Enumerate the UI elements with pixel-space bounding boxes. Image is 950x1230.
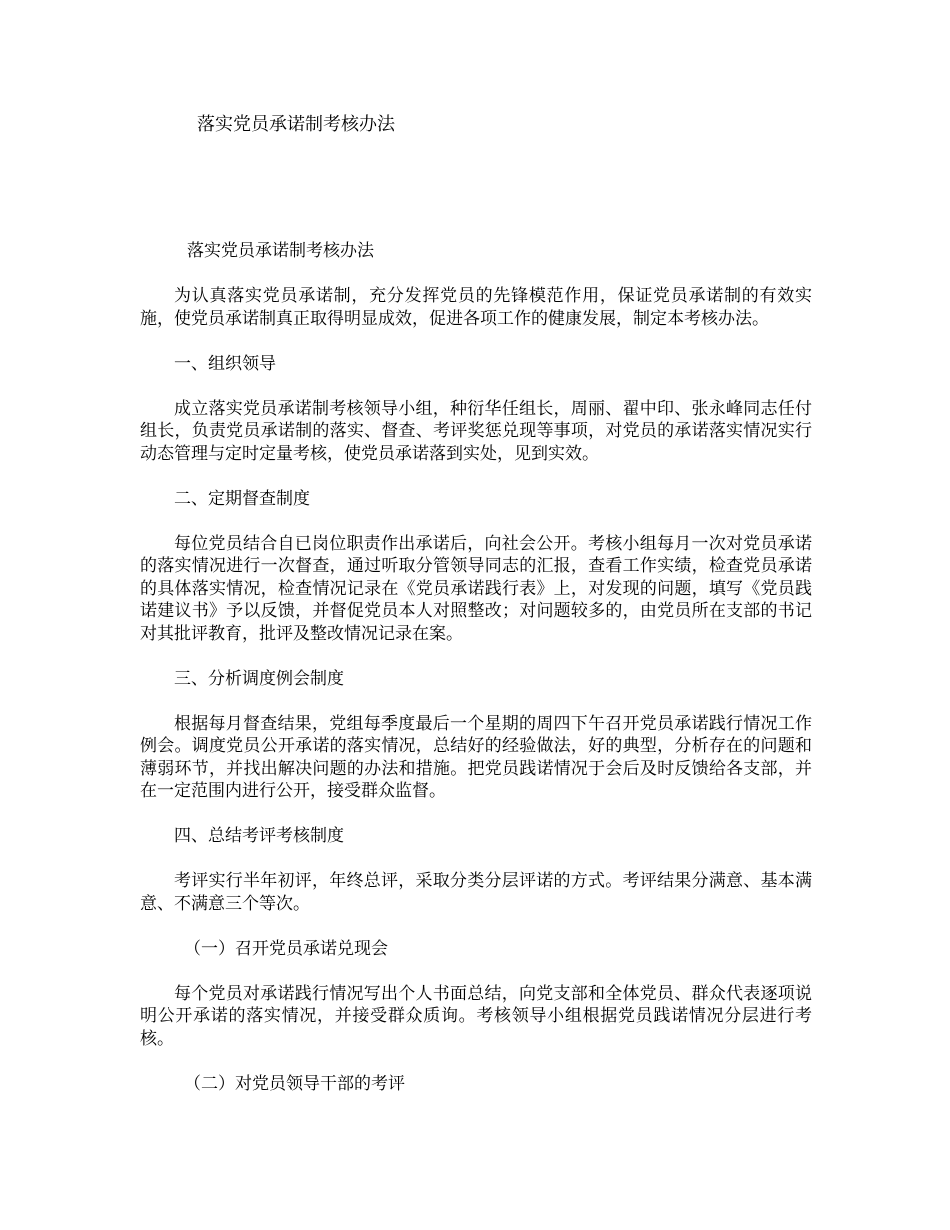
- subsection-heading-fulfillment-meeting: （一）召开党员承诺兑现会: [184, 938, 388, 959]
- section-body-organization: 成立落实党员承诺制考核领导小组，种衍华任组长，周丽、翟中印、张永峰同志任付组长，负责党员承诺制的落实、督查、考评奖惩兑现等事项，对党员的承诺落实情况实行动态管理与定时定量考核，使党员承诺落到实处，见到实效。: [140, 398, 812, 464]
- subsection-heading-leader-evaluation: （二）对党员领导干部的考评: [184, 1073, 405, 1094]
- section-heading-organization: 一、组织领导: [174, 353, 276, 374]
- intro-paragraph: 为认真落实党员承诺制，充分发挥党员的先锋模范作用，保证党员承诺制的有效实施，使党员承诺制真正取得明显成效，促进各项工作的健康发展，制定本考核办法。: [140, 286, 812, 329]
- document-title: 落实党员承诺制考核办法: [197, 114, 395, 135]
- section-heading-inspection: 二、定期督查制度: [174, 488, 310, 509]
- document-body: [140, 240, 812, 1118]
- section-body-evaluation: 考评实行半年初评，年终总评，采取分类分层评诺的方式。考评结果分满意、基本满意、不满意三个等次。: [140, 871, 812, 914]
- section-heading-meeting: 三、分析调度例会制度: [174, 668, 344, 689]
- document-subtitle: 落实党员承诺制考核办法: [187, 241, 374, 261]
- subsection-body-fulfillment-meeting: 每个党员对承诺践行情况写出个人书面总结，向党支部和全体党员、群众代表逐项说明公开承诺的落实情况，并接受群众质询。考核领导小组根据党员践诺情况分层进行考核。: [140, 983, 812, 1049]
- section-body-inspection: 每位党员结合自已岗位职责作出承诺后，向社会公开。考核小组每月一次对党员承诺的落实情况进行一次督查，通过听取分管领导同志的汇报，查看工作实绩，检查党员承诺的具体落实情况，检查情况记录在《党员承诺践行表》上，对发现的问题，填写《党员践诺建议书》予以反馈，并督促党员本人对照整改；对问题较多的，由党员所在支部的书记对其批评教育，批评及整改情况记录在案。: [140, 533, 812, 644]
- section-body-meeting: 根据每月督查结果，党组每季度最后一个星期的周四下午召开党员承诺践行情况工作例会。调度党员公开承诺的落实情况，总结好的经验做法，好的典型，分析存在的问题和薄弱环节，并找出解决问题的办法和措施。把党员践诺情况于会后及时反馈给各支部，并在一定范围内进行公开，接受群众监督。: [140, 713, 812, 801]
- section-heading-evaluation: 四、总结考评考核制度: [174, 826, 344, 846]
